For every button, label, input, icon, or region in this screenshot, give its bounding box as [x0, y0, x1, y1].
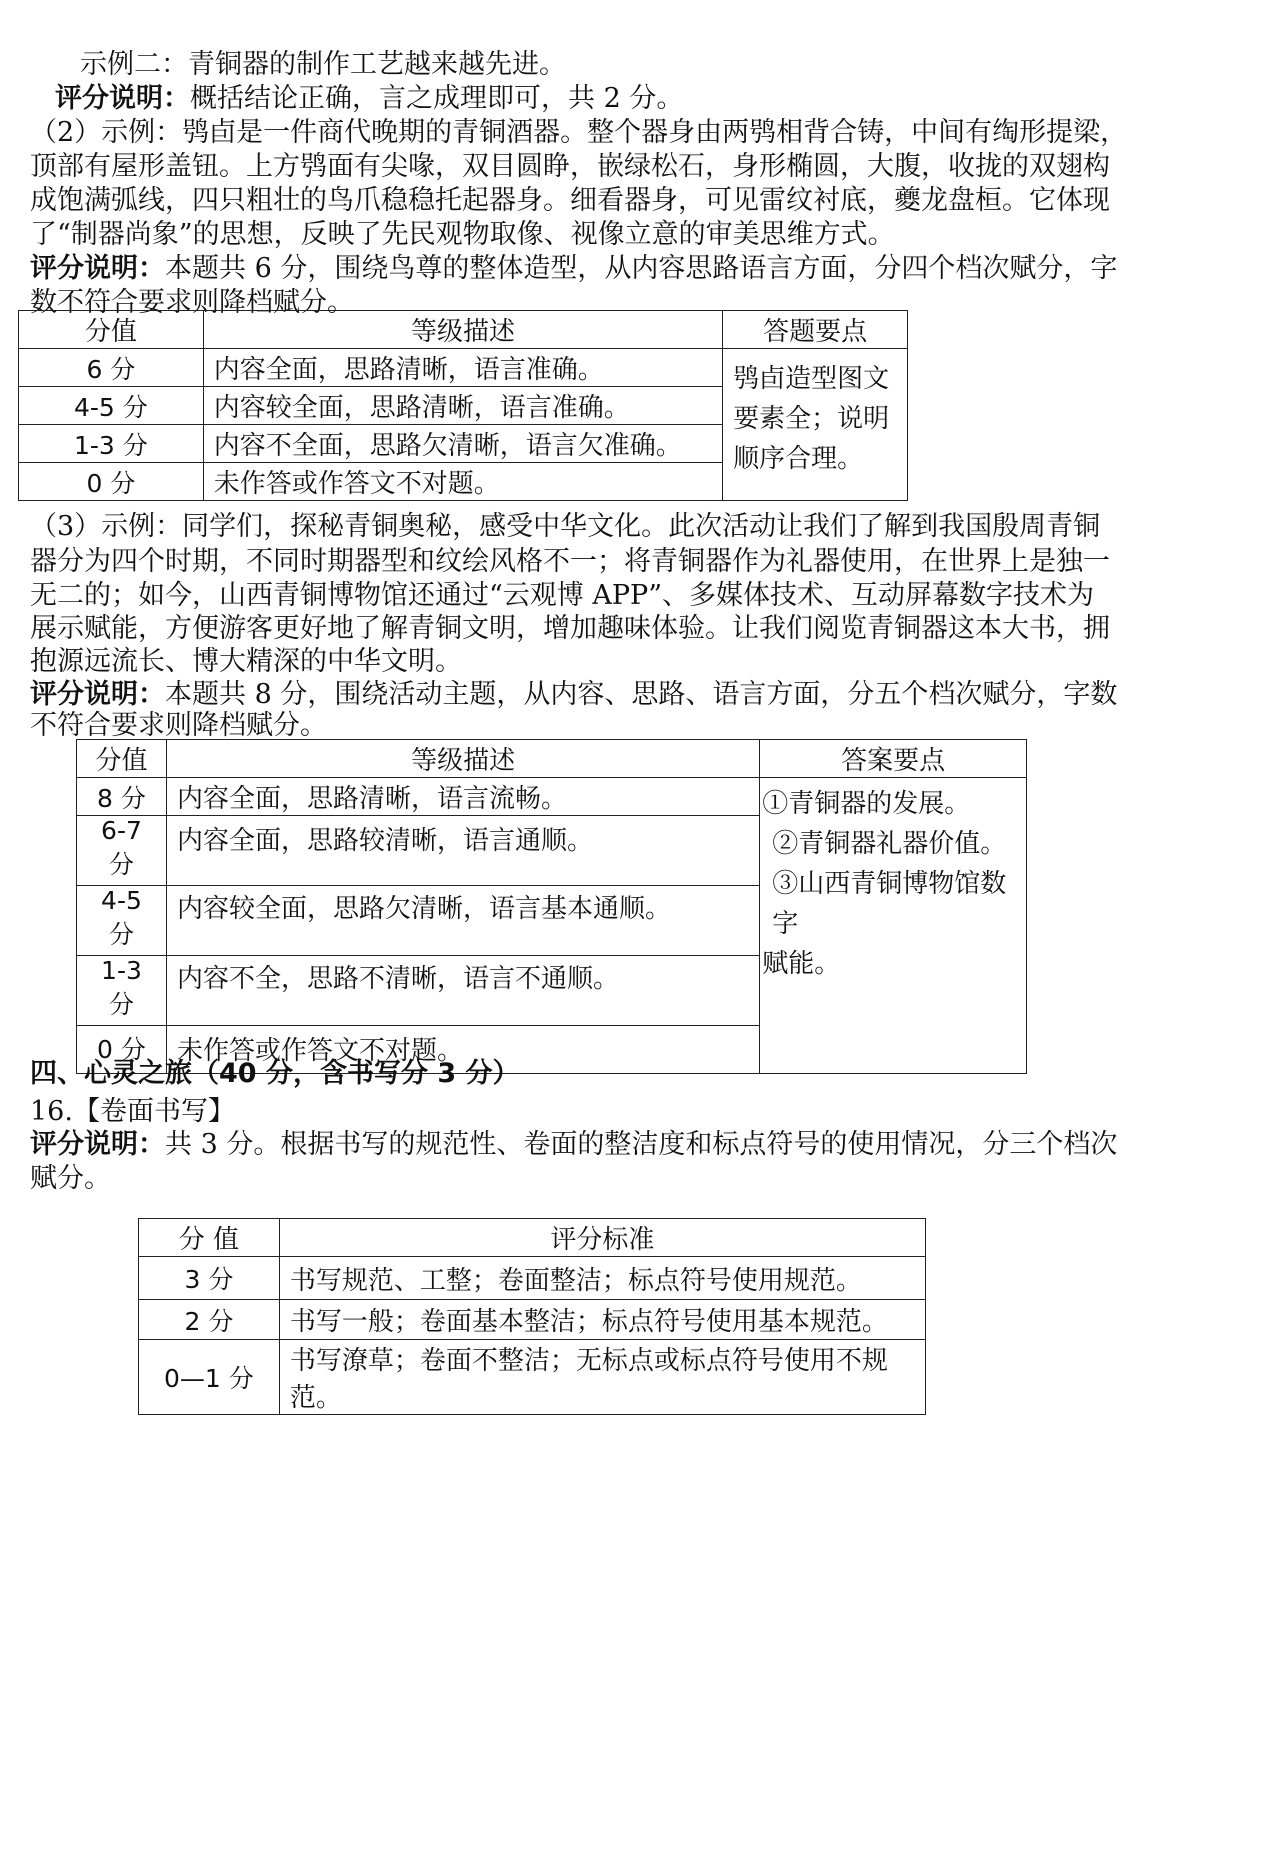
- description-cell: 未作答或作答文不对题。: [166, 1026, 759, 1074]
- header-description: 等级描述: [166, 740, 759, 778]
- table-row: [77, 778, 1027, 816]
- header-score: 分值: [77, 740, 167, 778]
- table-row: [19, 349, 908, 387]
- q3-note-text-1: 本题共 8 分，围绕活动主题，从内容、思路、语言方面，分五个档次赋分，字数: [165, 679, 1118, 710]
- q2-line-1: （2）示例：鸮卣是一件商代晚期的青铜酒器。整个器身由两鸮相背合铸，中间有绹形提梁，: [30, 117, 1128, 148]
- description-cell: 内容不全面，思路欠清晰，语言欠准确。: [203, 425, 722, 463]
- key-point-line: 要素全；说明: [733, 404, 890, 434]
- q16-heading: 16.【卷面书写】: [30, 1096, 235, 1127]
- table-header-row: [139, 1219, 926, 1257]
- score-cell: 0—1 分: [139, 1340, 280, 1415]
- q2-scoring-note: [30, 250, 1117, 288]
- header-key-points: 答题要点: [723, 311, 908, 349]
- key-point-line: 鸮卣造型图文: [733, 364, 890, 394]
- q2-line-3: 成饱满弧线，四只粗壮的鸟爪稳稳托起器身。细看器身，可见雷纹衬底，夔龙盘桓。它体现: [30, 185, 1110, 216]
- scoring-note-label: 评分说明：: [55, 83, 190, 114]
- key-points-cell: [760, 778, 1027, 1074]
- header-key-points: 答案要点: [760, 740, 1027, 778]
- description-cell: 内容全面，思路清晰，语言流畅。: [166, 778, 759, 816]
- table-header-row: [77, 740, 1027, 778]
- example-two-text: 示例二：青铜器的制作工艺越来越先进。: [80, 49, 566, 80]
- table-row: [139, 1340, 926, 1415]
- key-points-cell: [723, 349, 908, 501]
- score-cell: 6-7 分: [77, 816, 167, 886]
- header-score: 分 值: [139, 1219, 280, 1257]
- q3-line-3: 无二的；如今，山西青铜博物馆还通过“云观博 APP”、多媒体技术、互动屏幕数字技术为: [30, 580, 1095, 611]
- score-cell: 4-5 分: [77, 886, 167, 956]
- header-score: 分值: [19, 311, 204, 349]
- score-cell: 3 分: [139, 1257, 280, 1300]
- description-cell: 内容不全，思路不清晰，语言不通顺。: [166, 956, 759, 1026]
- description-cell: 未作答或作答文不对题。: [203, 463, 722, 501]
- key-point-line: ③山西青铜博物馆数字: [772, 869, 1007, 939]
- score-cell: 1-3 分: [19, 425, 204, 463]
- score-cell: 0 分: [77, 1026, 167, 1074]
- description-cell: 内容较全面，思路清晰，语言准确。: [203, 387, 722, 425]
- q16-scoring-table: [138, 1218, 926, 1415]
- standard-cell: 书写一般；卷面基本整洁；标点符号使用基本规范。: [279, 1300, 925, 1340]
- description-cell: 内容全面，思路清晰，语言准确。: [203, 349, 722, 387]
- scoring-note-label: 评分说明：: [30, 1129, 165, 1160]
- q2-line-4: 了“制器尚象”的思想，反映了先民观物取像、视像立意的审美思维方式。: [30, 219, 895, 250]
- section-four-heading: 四、心灵之旅（40 分，含书写分 3 分）: [30, 1058, 520, 1089]
- key-point-line: 赋能。: [762, 949, 841, 979]
- scoring-note-label: 评分说明：: [30, 679, 165, 710]
- q3-scoring-table: [76, 739, 1027, 1074]
- standard-cell: 书写规范、工整；卷面整洁；标点符号使用规范。: [279, 1257, 925, 1300]
- scoring-note-1: [55, 80, 683, 118]
- description-cell: 内容全面，思路较清晰，语言通顺。: [166, 816, 759, 886]
- score-cell: 1-3 分: [77, 956, 167, 1026]
- q3-line-1: （3）示例：同学们，探秘青铜奥秘，感受中华文化。此次活动让我们了解到我国殷周青铜: [30, 511, 1101, 542]
- q3-line-2: 器分为四个时期，不同时期器型和纹绘风格不一；将青铜器作为礼器使用，在世界上是独一: [30, 546, 1110, 577]
- key-point-line: ②青铜器礼器价值。: [772, 829, 1007, 859]
- score-cell: 2 分: [139, 1300, 280, 1340]
- key-point-line: 顺序合理。: [733, 444, 864, 474]
- q2-note-text-2: 数不符合要求则降档赋分。: [30, 287, 354, 318]
- standard-cell: 书写潦草；卷面不整洁；无标点或标点符号使用不规范。: [279, 1340, 925, 1415]
- q3-line-4: 展示赋能，方便游客更好地了解青铜文明，增加趣味体验。让我们阅览青铜器这本大书，拥: [30, 613, 1110, 644]
- score-cell: 4-5 分: [19, 387, 204, 425]
- scoring-note-text: 概括结论正确，言之成理即可，共 2 分。: [190, 83, 684, 114]
- header-description: 等级描述: [203, 311, 722, 349]
- header-standard: 评分标准: [279, 1219, 925, 1257]
- q2-note-text-1: 本题共 6 分，围绕鸟尊的整体造型，从内容思路语言方面，分四个档次赋分，字: [165, 253, 1118, 284]
- q3-note-text-2: 不符合要求则降档赋分。: [30, 710, 327, 741]
- key-point-line: ①青铜器的发展。: [762, 789, 971, 819]
- q16-note-text-1: 共 3 分。根据书写的规范性、卷面的整洁度和标点符号的使用情况，分三个档次: [165, 1129, 1118, 1160]
- q16-note-text-2: 赋分。: [30, 1163, 111, 1194]
- q16-scoring-note: [30, 1126, 1117, 1164]
- q2-scoring-table: [18, 310, 908, 501]
- table-header-row: [19, 311, 908, 349]
- table-row: [139, 1300, 926, 1340]
- scoring-note-label: 评分说明：: [30, 253, 165, 284]
- score-cell: 6 分: [19, 349, 204, 387]
- q2-line-2: 顶部有屋形盖钮。上方鸮面有尖喙，双目圆睁，嵌绿松石，身形椭圆，大腹，收拢的双翅构: [30, 151, 1110, 182]
- score-cell: 8 分: [77, 778, 167, 816]
- q3-line-5: 抱源远流长、博大精深的中华文明。: [30, 646, 462, 677]
- table-row: [139, 1257, 926, 1300]
- score-cell: 0 分: [19, 463, 204, 501]
- description-cell: 内容较全面，思路欠清晰，语言基本通顺。: [166, 886, 759, 956]
